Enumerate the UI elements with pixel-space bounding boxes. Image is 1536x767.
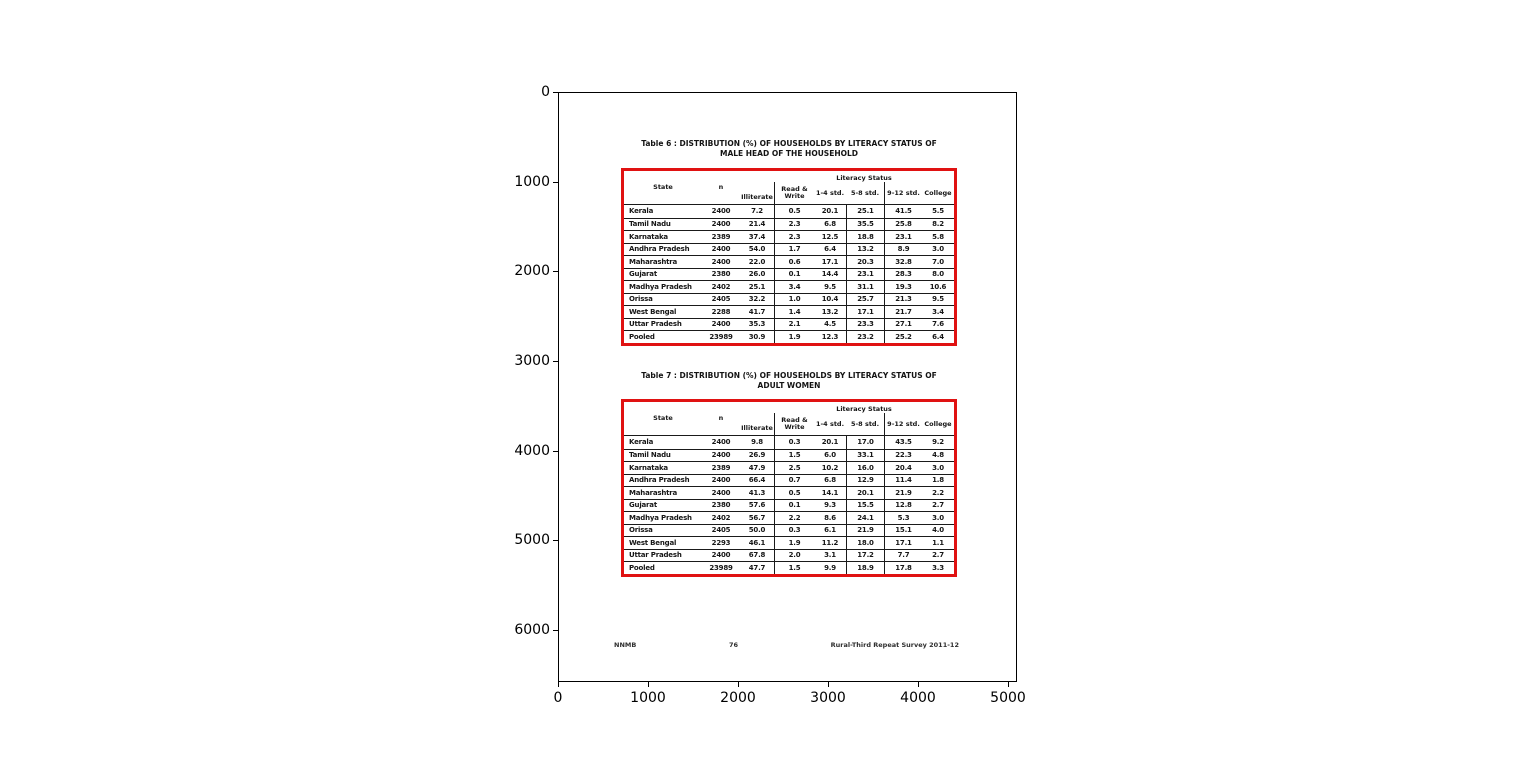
table-cell: 4.8 — [932, 451, 944, 460]
table-cell: 35.5 — [846, 219, 884, 231]
table-cell: Karnataka — [629, 463, 668, 472]
column-header-group: Literacy Status — [836, 405, 892, 413]
table-cell: 41.7 — [748, 307, 766, 316]
table-cell: 2.7 — [932, 501, 944, 510]
table-cell: 3.4 — [774, 281, 814, 293]
table7-title-line2: ADULT WOMEN — [757, 380, 821, 390]
table-cell: Pooled — [629, 332, 655, 341]
column-header-s58: 5-8 std. — [850, 419, 880, 428]
table-cell: 2400 — [711, 320, 731, 329]
table-cell: 47.9 — [748, 463, 766, 472]
table-cell: 0.5 — [774, 487, 814, 499]
table-cell: 21.9 — [846, 525, 884, 537]
table-cell: 16.0 — [846, 462, 884, 474]
table-cell: 9.8 — [751, 438, 763, 447]
table-cell: 20.1 — [846, 487, 884, 499]
table-row — [624, 449, 954, 462]
table-cell: 21.3 — [884, 294, 922, 306]
table-cell: 27.1 — [884, 319, 922, 331]
table-cell: 1.5 — [774, 450, 814, 462]
table-cell: 6.8 — [824, 476, 836, 485]
table-cell: 1.8 — [932, 476, 944, 485]
table-cell: 35.3 — [748, 320, 766, 329]
table-cell: 43.5 — [884, 436, 922, 449]
table7-title-line1: Table 7 : DISTRIBUTION (%) OF HOUSEHOLDS BY LITERACY STATUS OF — [641, 371, 937, 380]
y-tick-label: 0 — [541, 84, 550, 100]
x-tick-label: 4000 — [900, 690, 936, 706]
y-tick-label: 4000 — [514, 443, 550, 459]
table-cell: 5.3 — [884, 512, 922, 524]
x-tick-mark — [1008, 682, 1009, 687]
table-cell: 18.0 — [846, 537, 884, 549]
table-cell: 25.2 — [884, 331, 922, 343]
table-cell: 30.9 — [748, 332, 766, 341]
table-cell: 54.0 — [748, 245, 766, 254]
table-cell: 10.6 — [929, 282, 947, 291]
table-header-row — [624, 402, 954, 436]
table-cell: 2.2 — [774, 512, 814, 524]
table-cell: 0.1 — [774, 500, 814, 512]
table-cell: 20.1 — [821, 438, 839, 447]
column-header-rw: Read & Write — [774, 182, 814, 204]
column-header-n: n — [718, 183, 724, 191]
table-cell: Kerala — [629, 438, 654, 447]
table-cell: 9.9 — [824, 563, 836, 572]
table-row — [624, 524, 954, 537]
table-cell: 23.2 — [846, 331, 884, 343]
table-row — [624, 499, 954, 512]
table-cell: 2380 — [711, 270, 731, 279]
table-cell: 18.8 — [846, 231, 884, 243]
table-cell: 23.1 — [884, 231, 922, 243]
y-tick-label: 3000 — [514, 353, 550, 369]
table-cell: 20.4 — [884, 462, 922, 474]
table-cell: 17.1 — [846, 306, 884, 318]
table-cell: 50.0 — [748, 526, 766, 535]
column-header-ill: Illiterate — [741, 193, 773, 201]
table-cell: 2400 — [711, 245, 731, 254]
table-cell: 1.5 — [774, 562, 814, 574]
table-cell: 25.1 — [748, 282, 766, 291]
column-header-rw: Read & Write — [774, 413, 814, 435]
plot-axes — [558, 92, 1017, 682]
y-tick-mark — [553, 182, 558, 183]
column-header-n: n — [718, 414, 724, 422]
table-row — [624, 255, 954, 268]
table-cell: 5.5 — [932, 207, 944, 216]
table-cell: 10.4 — [821, 295, 839, 304]
table-cell: Maharashtra — [629, 257, 678, 266]
table-cell: 22.0 — [748, 257, 766, 266]
y-tick-label: 1000 — [514, 174, 550, 190]
table-cell: 1.4 — [774, 306, 814, 318]
table-cell: Karnataka — [629, 232, 668, 241]
table-cell: Andhra Pradesh — [629, 476, 690, 485]
table-cell: West Bengal — [629, 307, 677, 316]
table-row — [624, 486, 954, 499]
table-cell: Uttar Pradesh — [629, 320, 682, 329]
table-row — [624, 293, 954, 306]
column-header-state: State — [653, 183, 673, 191]
x-tick-mark — [918, 682, 919, 687]
footer-survey-label: Rural-Third Repeat Survey 2011-12 — [830, 641, 959, 649]
table-cell: 18.9 — [846, 562, 884, 574]
table-cell: 17.8 — [884, 562, 922, 574]
table-cell: 2405 — [711, 526, 731, 535]
table-row — [624, 230, 954, 243]
table7 — [621, 399, 957, 577]
table-cell: 2400 — [711, 220, 731, 229]
column-header-college: College — [924, 419, 952, 428]
table-cell: 25.1 — [846, 205, 884, 218]
x-tick-label: 3000 — [810, 690, 846, 706]
table-cell: 9.3 — [824, 501, 836, 510]
table-cell: 56.7 — [748, 513, 766, 522]
table-cell: 6.4 — [824, 245, 836, 254]
table-cell: 21.4 — [748, 220, 766, 229]
table-cell: 7.0 — [932, 257, 944, 266]
table-row — [624, 461, 954, 474]
table-cell: 13.2 — [821, 307, 839, 316]
table-cell: 9.5 — [824, 282, 836, 291]
x-tick-label: 5000 — [990, 690, 1026, 706]
y-tick-mark — [553, 271, 558, 272]
table-cell: West Bengal — [629, 538, 677, 547]
table-cell: 31.1 — [846, 281, 884, 293]
table-cell: 2400 — [711, 451, 731, 460]
table-row — [624, 436, 954, 449]
table-cell: 13.2 — [846, 244, 884, 256]
y-tick-label: 2000 — [514, 263, 550, 279]
table-cell: 1.0 — [774, 294, 814, 306]
table-cell: 17.1 — [884, 537, 922, 549]
table-cell: 23989 — [709, 563, 733, 572]
table-cell: Pooled — [629, 563, 655, 572]
table-row — [624, 536, 954, 549]
table-cell: 8.9 — [884, 244, 922, 256]
table6-title-line1: Table 6 : DISTRIBUTION (%) OF HOUSEHOLDS BY LITERACY STATUS OF — [641, 139, 937, 148]
table-cell: 6.0 — [824, 451, 836, 460]
table-cell: 0.5 — [774, 205, 814, 218]
table-cell: 0.1 — [774, 269, 814, 281]
footer-org-label: NNMB — [614, 641, 637, 649]
table-cell: Tamil Nadu — [629, 451, 671, 460]
table-cell: 2.0 — [774, 550, 814, 562]
table-row — [624, 218, 954, 231]
table6-title — [621, 139, 957, 158]
table-row — [624, 268, 954, 281]
table-cell: 2405 — [711, 295, 731, 304]
table-cell: 2400 — [711, 551, 731, 560]
table-cell: 6.1 — [824, 526, 836, 535]
table-cell: 2293 — [711, 538, 731, 547]
table-cell: Kerala — [629, 207, 654, 216]
table6-title-line2: MALE HEAD OF THE HOUSEHOLD — [720, 148, 858, 158]
table-cell: 3.0 — [932, 245, 944, 254]
table-cell: 2288 — [711, 307, 731, 316]
table-cell: 21.7 — [884, 306, 922, 318]
table-cell: Madhya Pradesh — [629, 513, 692, 522]
table-cell: Maharashtra — [629, 488, 678, 497]
table-cell: 4.0 — [932, 526, 944, 535]
x-tick-mark — [648, 682, 649, 687]
table-cell: 2.3 — [774, 231, 814, 243]
table-cell: 26.9 — [748, 451, 766, 460]
table-cell: 7.6 — [932, 320, 944, 329]
y-tick-mark — [553, 540, 558, 541]
table-header-row — [624, 171, 954, 205]
table-cell: 32.8 — [884, 256, 922, 268]
table-cell: 2.2 — [932, 488, 944, 497]
table-cell: 23.3 — [846, 319, 884, 331]
y-tick-mark — [553, 451, 558, 452]
table-cell: 24.1 — [846, 512, 884, 524]
table-row — [624, 280, 954, 293]
table-cell: 46.1 — [748, 538, 766, 547]
table-cell: 67.8 — [748, 551, 766, 560]
table-cell: 2402 — [711, 282, 731, 291]
table-cell: 12.9 — [846, 475, 884, 487]
y-tick-label: 6000 — [514, 622, 550, 638]
table-cell: 19.3 — [884, 281, 922, 293]
table-cell: 47.7 — [748, 563, 766, 572]
table-cell: 2.3 — [774, 219, 814, 231]
table-cell: 9.2 — [932, 438, 944, 447]
table-cell: 8.0 — [932, 270, 944, 279]
table-cell: 17.1 — [821, 257, 839, 266]
table-row — [624, 243, 954, 256]
column-header-college: College — [924, 188, 952, 197]
table-cell: 2.7 — [932, 551, 944, 560]
column-header-s58: 5-8 std. — [850, 188, 880, 197]
table-cell: 6.4 — [932, 332, 944, 341]
table-cell: 33.1 — [846, 450, 884, 462]
table-cell: 1.1 — [932, 538, 944, 547]
column-header-group: Literacy Status — [836, 174, 892, 182]
table-cell: 37.4 — [748, 232, 766, 241]
table-cell: 7.2 — [751, 207, 763, 216]
table-cell: Andhra Pradesh — [629, 245, 690, 254]
table-cell: 25.8 — [884, 219, 922, 231]
table-cell: 2389 — [711, 463, 731, 472]
column-header-s14: 1-4 std. — [815, 419, 845, 428]
column-header-s14: 1-4 std. — [815, 188, 845, 197]
table-cell: 2400 — [711, 476, 731, 485]
table-cell: 11.4 — [884, 475, 922, 487]
table7-title — [621, 371, 957, 390]
table-cell: 17.2 — [846, 550, 884, 562]
table-cell: Madhya Pradesh — [629, 282, 692, 291]
y-tick-mark — [553, 361, 558, 362]
table-cell: 3.3 — [932, 563, 944, 572]
table-cell: 14.4 — [821, 270, 839, 279]
table-cell: 10.2 — [821, 463, 839, 472]
table-cell: 32.2 — [748, 295, 766, 304]
table-cell: 12.3 — [821, 332, 839, 341]
page-footer — [614, 641, 959, 649]
x-tick-label: 2000 — [720, 690, 756, 706]
table-cell: 25.7 — [846, 294, 884, 306]
column-header-s912: 9-12 std. — [884, 413, 922, 435]
table-cell: 8.2 — [932, 220, 944, 229]
table-cell: 3.1 — [824, 551, 836, 560]
table-cell: 23989 — [709, 332, 733, 341]
table-cell: 2389 — [711, 232, 731, 241]
table-row — [624, 549, 954, 562]
table-cell: 14.1 — [821, 488, 839, 497]
x-tick-label: 1000 — [630, 690, 666, 706]
table-cell: 2.1 — [774, 319, 814, 331]
table-cell: Tamil Nadu — [629, 220, 671, 229]
table-row — [624, 205, 954, 218]
table-row-pooled — [624, 561, 954, 574]
table-cell: 6.8 — [824, 220, 836, 229]
table-cell: Gujarat — [629, 501, 657, 510]
x-tick-label: 0 — [553, 690, 563, 706]
table-cell: 2400 — [711, 207, 731, 216]
table-cell: 57.6 — [748, 501, 766, 510]
table-row — [624, 305, 954, 318]
table-cell: 4.5 — [824, 320, 836, 329]
table-cell: 20.3 — [846, 256, 884, 268]
table-cell: 23.1 — [846, 269, 884, 281]
table-cell: 15.5 — [846, 500, 884, 512]
table-cell: 0.3 — [774, 525, 814, 537]
x-tick-mark — [828, 682, 829, 687]
table6 — [621, 168, 957, 346]
table-cell: 0.3 — [774, 436, 814, 449]
table-cell: Orissa — [629, 295, 653, 304]
table-cell: 12.8 — [884, 500, 922, 512]
y-tick-label: 5000 — [514, 532, 550, 548]
y-tick-mark — [553, 92, 558, 93]
table-cell: 20.1 — [821, 207, 839, 216]
column-header-s912: 9-12 std. — [884, 182, 922, 204]
table-row — [624, 511, 954, 524]
table-cell: 0.6 — [774, 256, 814, 268]
x-tick-mark — [558, 682, 559, 687]
table-cell: 5.8 — [932, 232, 944, 241]
x-tick-mark — [738, 682, 739, 687]
y-tick-mark — [553, 630, 558, 631]
table-cell: Uttar Pradesh — [629, 551, 682, 560]
column-header-ill: Illiterate — [741, 424, 773, 432]
table-cell: 17.0 — [846, 436, 884, 449]
table-row-pooled — [624, 330, 954, 343]
table-cell: 66.4 — [748, 476, 766, 485]
table-cell: 2400 — [711, 438, 731, 447]
table-cell: 3.0 — [932, 513, 944, 522]
table-cell: 1.9 — [774, 537, 814, 549]
table-cell: 2400 — [711, 488, 731, 497]
table-cell: 2400 — [711, 257, 731, 266]
table-cell: 2.5 — [774, 462, 814, 474]
table-cell: 22.3 — [884, 450, 922, 462]
table-row — [624, 318, 954, 331]
table-cell: 1.9 — [774, 331, 814, 343]
table-cell: 11.2 — [821, 538, 839, 547]
table-cell: 3.4 — [932, 307, 944, 316]
table-cell: 2380 — [711, 501, 731, 510]
footer-page-number: 76 — [728, 641, 738, 649]
table-cell: 2402 — [711, 513, 731, 522]
table-cell: 8.6 — [824, 513, 836, 522]
table-cell: 3.0 — [932, 463, 944, 472]
column-header-state: State — [653, 414, 673, 422]
table-cell: 15.1 — [884, 525, 922, 537]
table-row — [624, 474, 954, 487]
table-cell: 1.7 — [774, 244, 814, 256]
table-cell: 9.5 — [932, 295, 944, 304]
table-cell: 12.5 — [821, 232, 839, 241]
table-cell: 21.9 — [884, 487, 922, 499]
table-cell: 0.7 — [774, 475, 814, 487]
table-cell: 7.7 — [884, 550, 922, 562]
table-cell: 41.5 — [884, 205, 922, 218]
table-cell: Gujarat — [629, 270, 657, 279]
table-cell: Orissa — [629, 526, 653, 535]
table-cell: 41.3 — [748, 488, 766, 497]
table-cell: 28.3 — [884, 269, 922, 281]
table-cell: 26.0 — [748, 270, 766, 279]
